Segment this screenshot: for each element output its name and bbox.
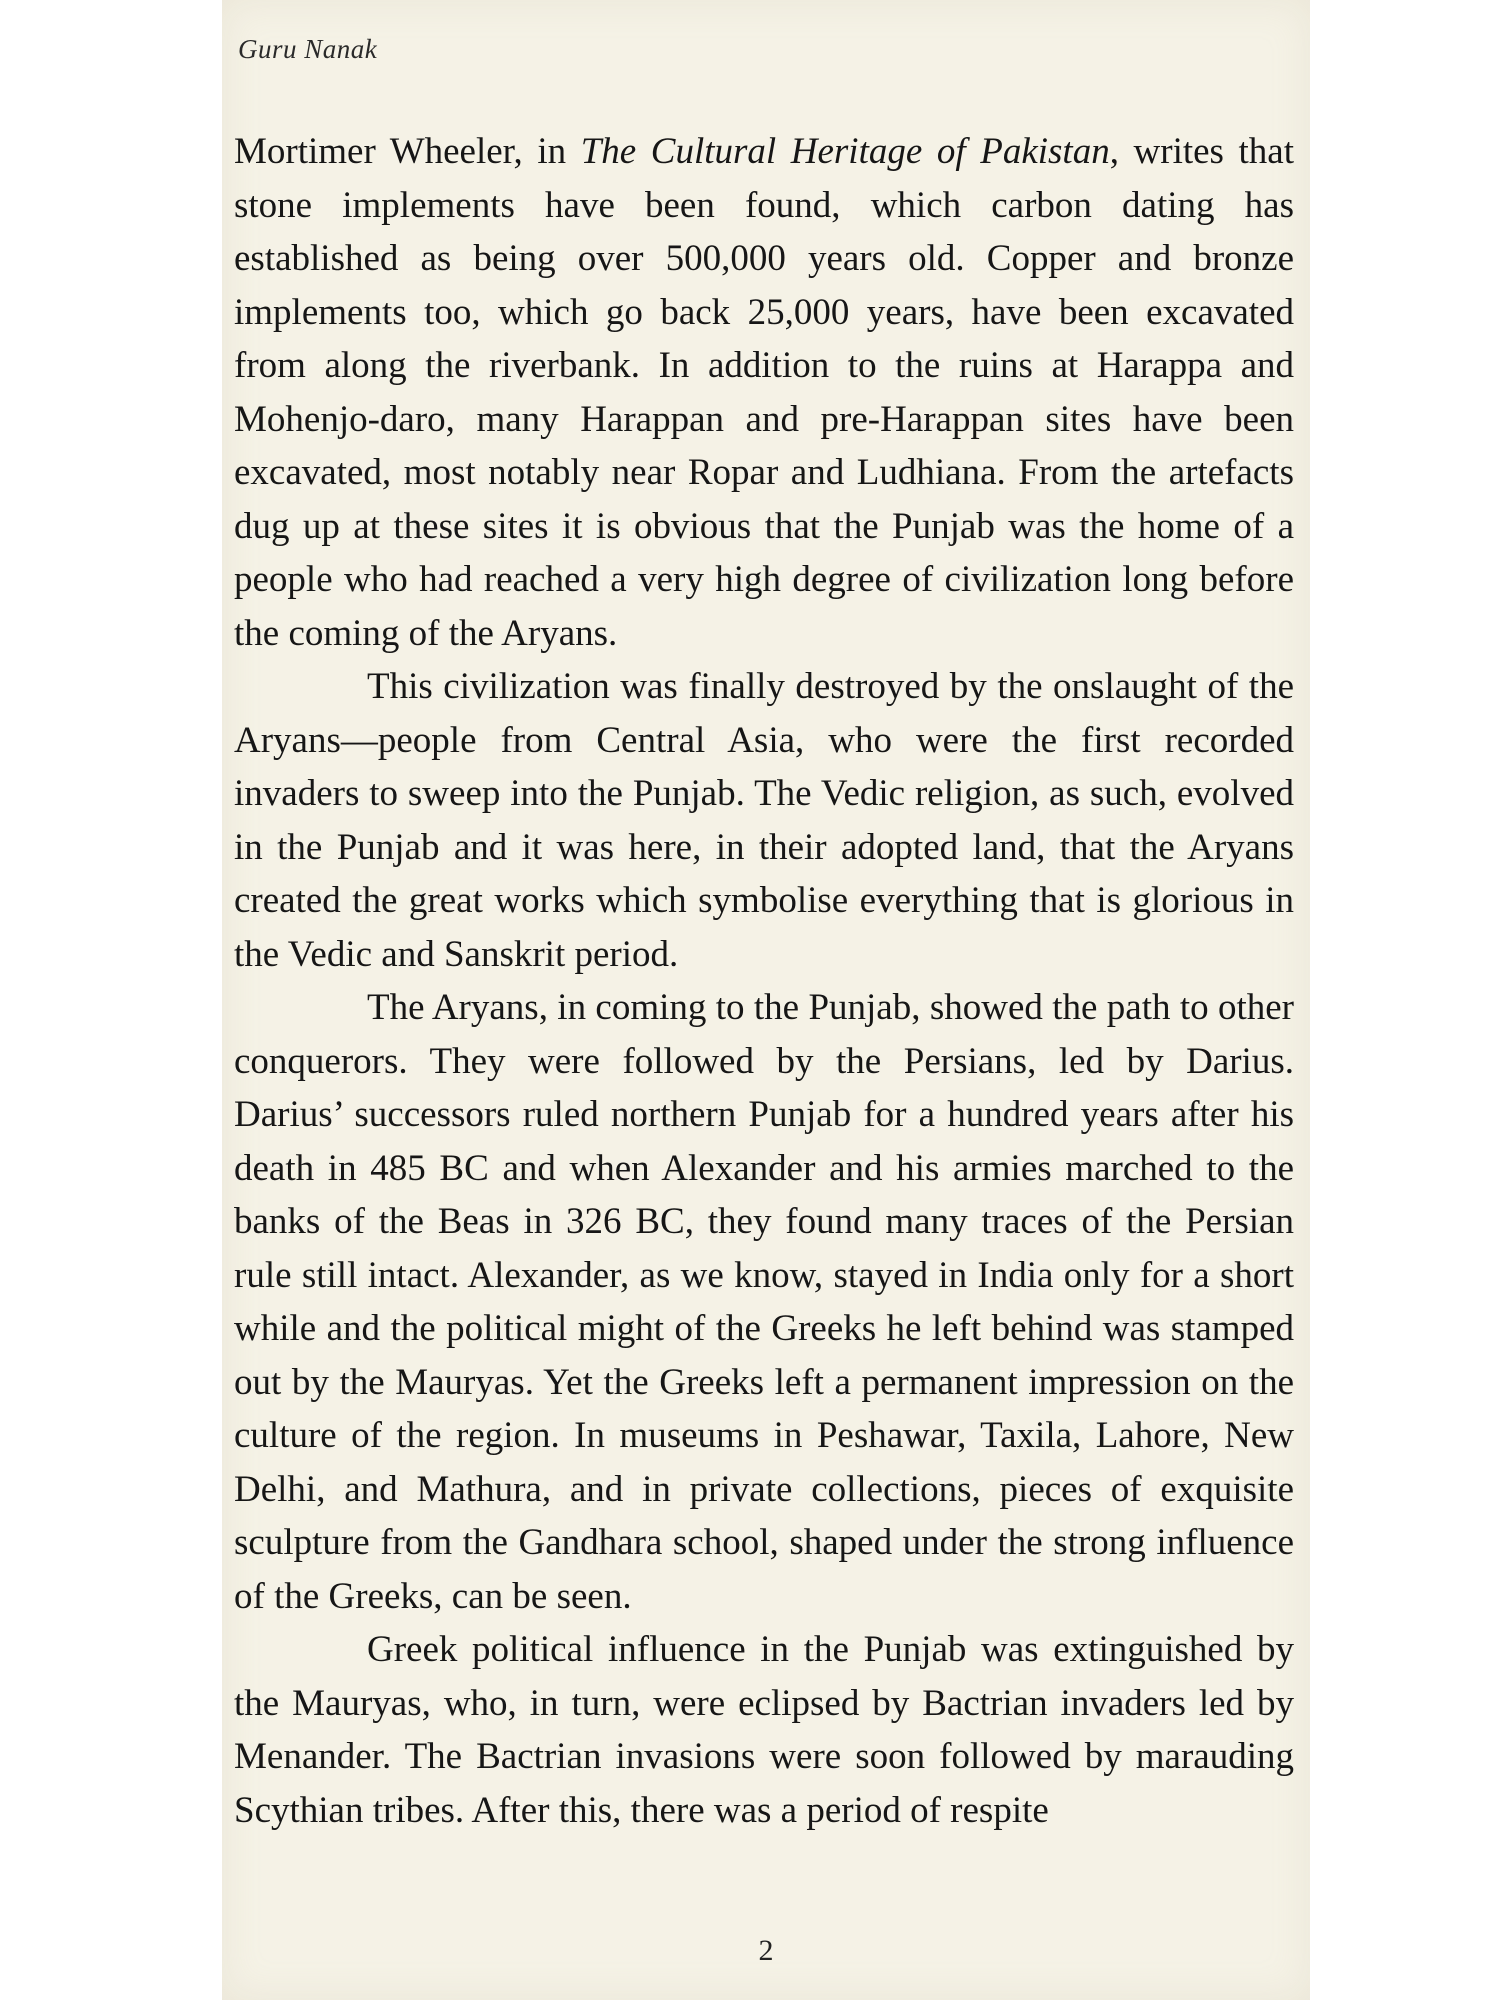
paragraph-4: Greek political influence in the Punjab was extinguished by the Mauryas, who, in turn, were eclipsed by Bactrian invaders led by Menander. The Bactrian invasions were soon followed by marauding Scythian tribes. After this, there was a period of respite (234, 1629, 1294, 1831)
paragraph-1-rest: , writes that stone implements have been found, which carbon dating has established as being over 500,000 years old. Copper and bronze implements too, which go back 25,000 years, have been excavated from along the riverbank. In addition to the ruins at Harappa and Mohenjo-daro, many Harappan and pre-Harappan sites have been excavated, most notably near Ropar and Ludhiana. From the artefacts dug up at these sites it is obvious that the Punjab was the home of a people who had reached a very high degree of civilization long before the coming of the Aryans. (234, 131, 1295, 654)
running-head: Guru Nanak (238, 34, 378, 64)
paragraph-1-lead: Mortimer Wheeler, in (234, 131, 581, 172)
book-page (222, 0, 1310, 2000)
paragraph-3: The Aryans, in coming to the Punjab, showed the path to other conquerors. They were followed by the Persians, led by Darius. Darius’ successors ruled northern Punjab for a hundred years after his death in 485 BC and when Alexander and his armies marched to the banks of the Beas in 326 BC, they found many traces of the Persian rule still intact. Alexander, as we know, stayed in India only for a short while and the political might of the Greeks he left behind was stamped out by the Mauryas. Yet the Greeks left a permanent impression on the culture of the region. In museums in Peshawar, Taxila, Lahore, New Delhi, and Mathura, and in private collections, pieces of exquisite sculpture from the Gandhara school, shaped under the strong influence of the Greeks, can be seen. (234, 987, 1294, 1617)
page-number: 2 (758, 1934, 774, 1967)
paragraph-1 (234, 125, 1294, 660)
body-text (234, 125, 1294, 1837)
book-title: The Cultural Heritage of Pakistan (580, 131, 1110, 172)
paragraph-2: This civilization was finally destroyed by the onslaught of the Aryans—people from Central Asia, who were the first recorded invaders to sweep into the Punjab. The Vedic religion, as such, evolved in the Punjab and it was here, in their adopted land, that the Aryans created the great works which symbolise everything that is glorious in the Vedic and Sanskrit period. (234, 666, 1294, 975)
